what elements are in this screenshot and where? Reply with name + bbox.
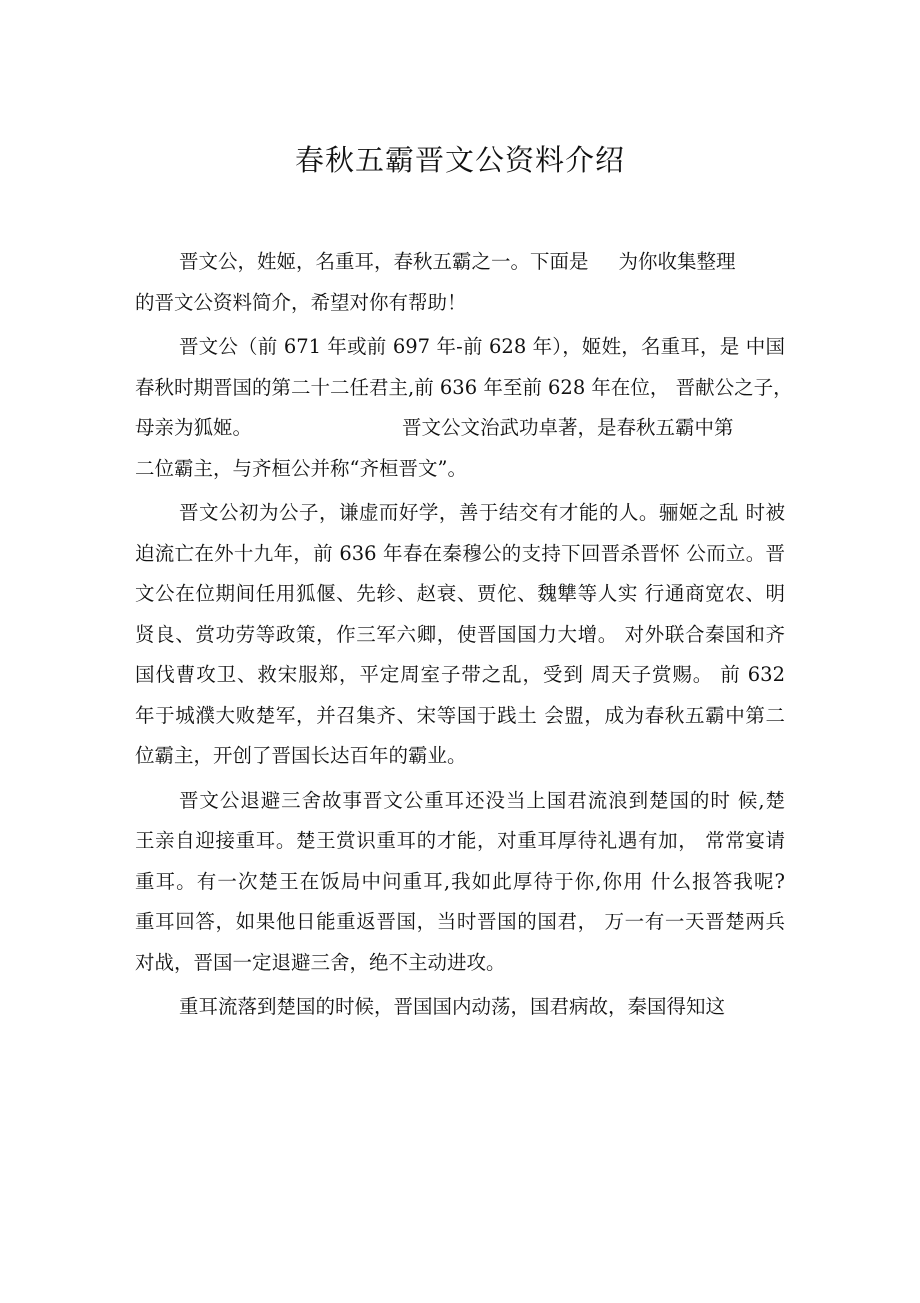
- paragraph-story: [135, 781, 785, 984]
- paragraph-line: 国伐曹攻卫、救宋服郑，平定周室子带之乱，受到 周天子赏赐。 前 632: [135, 663, 785, 686]
- paragraph-intro: [135, 242, 785, 323]
- paragraph-line: 位霸主，开创了晋国长达百年的霸业。: [135, 744, 467, 767]
- document-title: 春秋五霸晋文公资料介绍: [294, 143, 625, 177]
- paragraph-line: 春秋时期晋国的第二十二任君主,前 636 年至前 628 年在位， 晋献公之子，: [135, 375, 793, 399]
- paragraph-line: 文公在位期间任用狐偃、先轸、赵衰、贾佗、魏犨等人实 行通商宽农、明: [135, 582, 785, 605]
- paragraph-line: 王亲自迎接重耳。楚王赏识重耳的才能，对重耳厚待礼遇有加， 常常宴请: [135, 829, 785, 852]
- paragraph-profile: [135, 327, 793, 489]
- paragraph-line: 重耳回答，如果他日能重返晋国，当时晋国的国君， 万一有一天晋楚两兵: [135, 910, 785, 933]
- paragraph-line: 晋文公（前 671 年或前 697 年-前 628 年），姬姓，名重耳，是 中国: [179, 335, 785, 358]
- paragraph-continuation: [135, 987, 785, 1028]
- paragraph-line: [135, 242, 785, 283]
- paragraph-line: 迫流亡在外十九年，前 636 年春在秦穆公的支持下回晋杀晋怀 公而立。晋: [135, 541, 785, 565]
- paragraph-line: 的晋文公资料简介，希望对你有帮助！: [135, 290, 467, 314]
- profile-text-part-2: 晋文公文治武功卓著，是春秋五霸中第: [402, 416, 734, 439]
- paragraph-line: 晋文公初为公子，谦虚而好学，善于结交有才能的人。骊姬之乱 时被: [179, 501, 785, 524]
- paragraph-line: [135, 408, 785, 449]
- intro-text-part-2: 为你收集整理: [618, 250, 736, 273]
- intro-text-part-1: 晋文公，姓姬，名重耳，春秋五霸之一。下面是: [179, 250, 589, 273]
- paragraph-line: 对战，晋国一定退避三舍，绝不主动进攻。: [135, 950, 506, 974]
- paragraph-line: 年于城濮大败楚军，并召集齐、宋等国于践土 会盟，成为春秋五霸中第二: [135, 703, 785, 727]
- paragraph-line: 重耳。有一次楚王在饭局中问重耳,我如此厚待于你,你用 什么报答我呢?: [135, 869, 785, 893]
- paragraph-line: 二位霸主，与齐桓公并称“齐桓晋文”。: [135, 456, 467, 480]
- document-body: [135, 242, 793, 1028]
- paragraph-line: 重耳流落到楚国的时候，晋国国内动荡，国君病故，秦国得知这: [179, 995, 726, 1018]
- paragraph-history: [135, 493, 785, 777]
- paragraph-line: 晋文公退避三舍故事晋文公重耳还没当上国君流浪到楚国的时 候,楚: [179, 788, 785, 812]
- profile-text-part-1: 母亲为狐姬。: [135, 416, 253, 439]
- paragraph-line: 贤良、赏功劳等政策，作三军六卿，使晋国国力大增。 对外联合秦国和齐: [135, 622, 785, 646]
